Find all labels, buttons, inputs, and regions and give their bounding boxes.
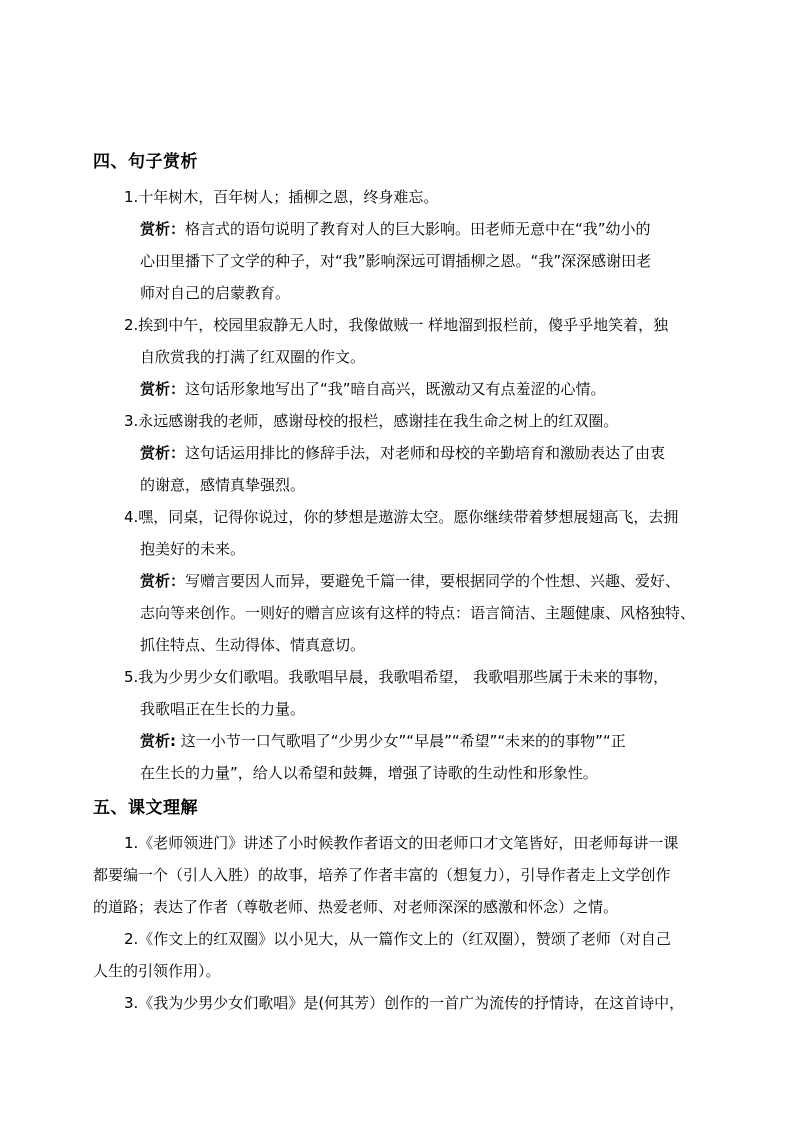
understanding-2-line-2: 人生的引领作用）。 (93, 962, 221, 980)
analysis-5-line-1: 赏析: 这一小节一口气歌唱了“少男少女”“早晨”“希望”“未来的的事物”“正 (140, 732, 626, 750)
understanding-1-line-2: 都要编一个（引人入胜）的故事，培养了作者丰富的（想复力），引导作者走上文学创作 (93, 866, 671, 884)
sentence-2-line-1: 2.挨到中午，校园里寂静无人时，我像做贼一 样地溜到报栏前，傻乎乎地笑着，独 (124, 316, 669, 334)
analysis-4-line-1: 赏析：写赠言要因人而异，要避免千篇一律，要根据同学的个性想、兴趣、爱好、 (140, 572, 681, 590)
sentence-4-line-2: 抱美好的未来。 (140, 540, 246, 558)
understanding-3-line-1: 3.《我为少男少女们歌唱》是(何其芳）创作的一首广为流传的抒情诗，在这首诗中， (124, 994, 685, 1012)
analysis-label: 赏析： (140, 572, 186, 590)
analysis-2-line-1: 赏析：这句话形象地写出了“我”暗自高兴，既激动又有点羞涩的心情。 (140, 380, 606, 398)
sentence-2-line-2: 自欣赏我的打满了红双圈的作文。 (140, 348, 366, 366)
analysis-3-line-2: 的谢意，感情真挚强烈。 (140, 476, 306, 494)
understanding-1-line-3: 的道路；表达了作者（尊敬老师、热爱老师、对老师深深的感激和怀念）之情。 (93, 898, 619, 916)
sentence-1-line-1: 1.十年树木，百年树人；插柳之恩，终身难忘。 (124, 188, 439, 206)
section-heading-text-understanding: 五、课文理解 (93, 798, 198, 818)
analysis-4-line-2: 志向等来创作。一则好的赠言应该有这样的特点：语言简洁、主题健康、风格独特、 (140, 604, 696, 622)
understanding-2-line-1: 2.《作文上的红双圈》以小见大，从一篇作文上的（红双圈），赞颂了老师（对自己 (124, 930, 671, 948)
analysis-1-line-2: 心田里播下了文学的种子，对“我”影响深远可谓插柳之恩。“我”深深感谢田老 (140, 252, 652, 270)
sentence-5-line-2: 我歌唱正在生长的力量。 (140, 700, 306, 718)
analysis-1-line-3: 师对自己的启蒙教育。 (140, 284, 291, 302)
sentence-4-line-1: 4.嘿，同桌，记得你说过，你的梦想是遨游太空。愿你继续带着梦想展翅高飞，去拥 (124, 508, 679, 526)
analysis-label: 赏析: (140, 732, 176, 750)
analysis-3-line-1: 赏析：这句话运用排比的修辞手法，对老师和母校的辛勤培育和激励表达了由衷 (140, 444, 666, 462)
section-heading-sentence-appreciation: 四、句子赏析 (93, 152, 198, 172)
analysis-5-line-2: 在生长的力量”，给人以希望和鼓舞，增强了诗歌的生动性和形象性。 (140, 764, 598, 782)
sentence-3-line-1: 3.永远感谢我的老师，感谢母校的报栏，感谢挂在我生命之树上的红双圈。 (124, 412, 619, 430)
analysis-4-line-3: 抓住特点、生动得体、情真意切。 (140, 636, 366, 654)
analysis-label: 赏析： (140, 380, 186, 398)
understanding-1-line-1: 1.《老师领进门》讲述了小时候教作者语文的田老师口才文笔皆好，田老师每讲一课 (124, 834, 679, 852)
sentence-5-line-1: 5.我为少男少女们歌唱。我歌唱早晨，我歌唱希望， 我歌唱那些属于未来的事物， (124, 668, 669, 686)
analysis-1-line-1: 赏析：格言式的语句说明了教育对人的巨大影响。田老师无意中在“我”幼小的 (140, 220, 651, 238)
analysis-label: 赏析： (140, 444, 186, 462)
analysis-label: 赏析： (140, 220, 186, 238)
